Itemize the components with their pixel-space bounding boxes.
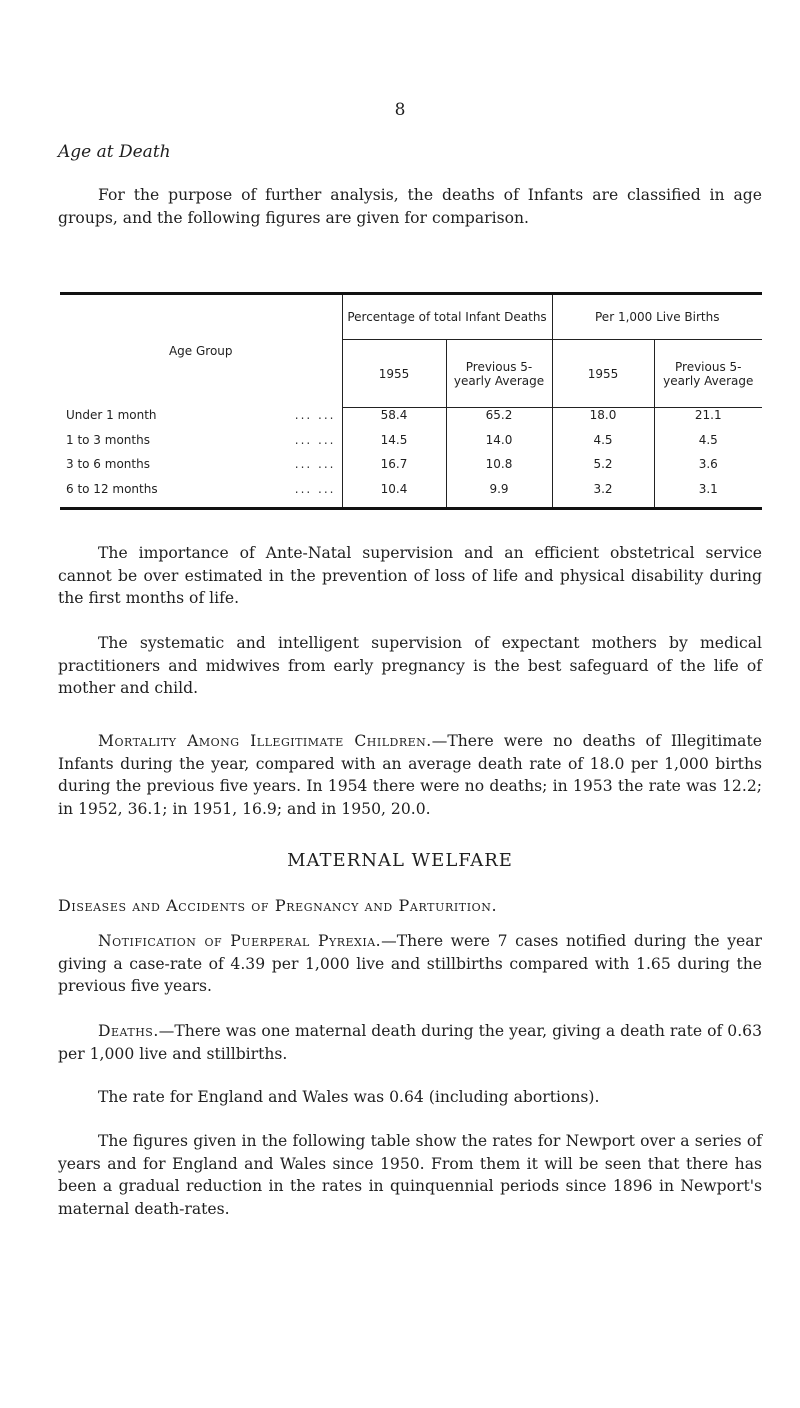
stats-table (60, 292, 762, 510)
england-wales-paragraph: The rate for England and Wales was 0.64 (including abortions). (98, 1088, 600, 1106)
leader-dots: ... ... (294, 432, 336, 447)
rate-previous-cell: 3.6 (654, 457, 762, 481)
age-cell (60, 457, 342, 481)
diseases-heading: Diseases and Accidents of Pregnancy and Parturition. (58, 896, 498, 915)
rate-previous-cell: 21.1 (654, 408, 762, 433)
table-row (60, 457, 762, 481)
age-cell (60, 482, 342, 509)
maternal-welfare-heading: MATERNAL WELFARE (287, 850, 513, 871)
rate-previous-header: Previous 5-yearly Average (654, 340, 762, 408)
pct-previous-cell: 14.0 (446, 433, 552, 457)
figures-paragraph: The figures given in the following table show the rates for Newport over a series of years and for England and Wales since 1950. From them it will be seen that there has been a gradual reduction in the rates in quinquennial periods since 1896 in Newport's maternal death-rates. (58, 1132, 762, 1218)
age-cell (60, 433, 342, 457)
rate-1955-cell: 5.2 (552, 457, 654, 481)
leader-dots: ... ... (294, 481, 336, 496)
table-row (60, 408, 762, 433)
pct-1955-header: 1955 (342, 340, 446, 408)
age-label: 3 to 6 months (66, 457, 150, 472)
mortality-paragraph (58, 730, 762, 820)
deaths-heading: Deaths. (98, 1022, 159, 1040)
notification-paragraph (58, 930, 762, 998)
per-1000-group-header: Per 1,000 Live Births (552, 294, 762, 340)
intro-paragraph: For the purpose of further analysis, the deaths of Infants are classified in age groups, and the following figures are given for comparison. (58, 186, 762, 227)
age-label: 6 to 12 months (66, 481, 158, 496)
notification-text: —There were 7 cases notified during the year giving a case-rate of 4.39 per 1,000 live and stillbirths compared with 1.65 during the previous five years. (58, 932, 762, 995)
table-row (60, 482, 762, 509)
leader-dots: ... ... (294, 407, 336, 422)
antenatal-paragraph: The importance of Ante-Natal supervision and an efficient obstetrical service cannot be over estimated in the prevention of loss of life and physical disability during the first months of life. (58, 544, 762, 607)
rate-1955-cell: 18.0 (552, 408, 654, 433)
rate-previous-cell: 3.1 (654, 482, 762, 509)
pct-previous-cell: 9.9 (446, 482, 552, 509)
age-group-header: Age Group (168, 344, 233, 359)
age-label: 1 to 3 months (66, 432, 150, 447)
pct-1955-cell: 10.4 (342, 482, 446, 509)
deaths-text: —There was one maternal death during the year, giving a death rate of 0.63 per 1,000 live and stillbirths. (58, 1022, 762, 1063)
mortality-heading: Mortality Among Illegitimate Children. (98, 732, 432, 750)
infant-deaths-table (60, 292, 762, 510)
percentage-group-header: Percentage of total Infant Deaths (342, 294, 552, 340)
pct-previous-cell: 10.8 (446, 457, 552, 481)
rate-1955-cell: 4.5 (552, 433, 654, 457)
rate-1955-header: 1955 (552, 340, 654, 408)
section-title: Age at Death (58, 142, 171, 162)
rate-previous-cell: 4.5 (654, 433, 762, 457)
pct-1955-cell: 58.4 (342, 408, 446, 433)
age-cell (60, 408, 342, 433)
mortality-text: —There were no deaths of Illegitimate Infants during the year, compared with an average death rate of 18.0 per 1,000 births during the previous five years. In 1954 there were no deaths; in 1953 the rate was 12.2; in 1952, 36.1; in 1951, 16.9; and in 1950, 20.0. (58, 732, 762, 818)
table-row (60, 433, 762, 457)
age-label: Under 1 month (66, 407, 157, 422)
pct-1955-cell: 16.7 (342, 457, 446, 481)
pct-previous-cell: 65.2 (446, 408, 552, 433)
page-number: 8 (394, 100, 406, 120)
pct-1955-cell: 14.5 (342, 433, 446, 457)
supervision-paragraph: The systematic and intelligent supervision of expectant mothers by medical practitioners and midwives from early pregnancy is the best safeguard of the life of mother and child. (58, 634, 762, 697)
deaths-paragraph (58, 1020, 762, 1065)
rate-1955-cell: 3.2 (552, 482, 654, 509)
leader-dots: ... ... (294, 457, 336, 472)
pct-previous-header: Previous 5-yearly Average (446, 340, 552, 408)
notification-heading: Notification of Puerperal Pyrexia. (98, 932, 382, 950)
